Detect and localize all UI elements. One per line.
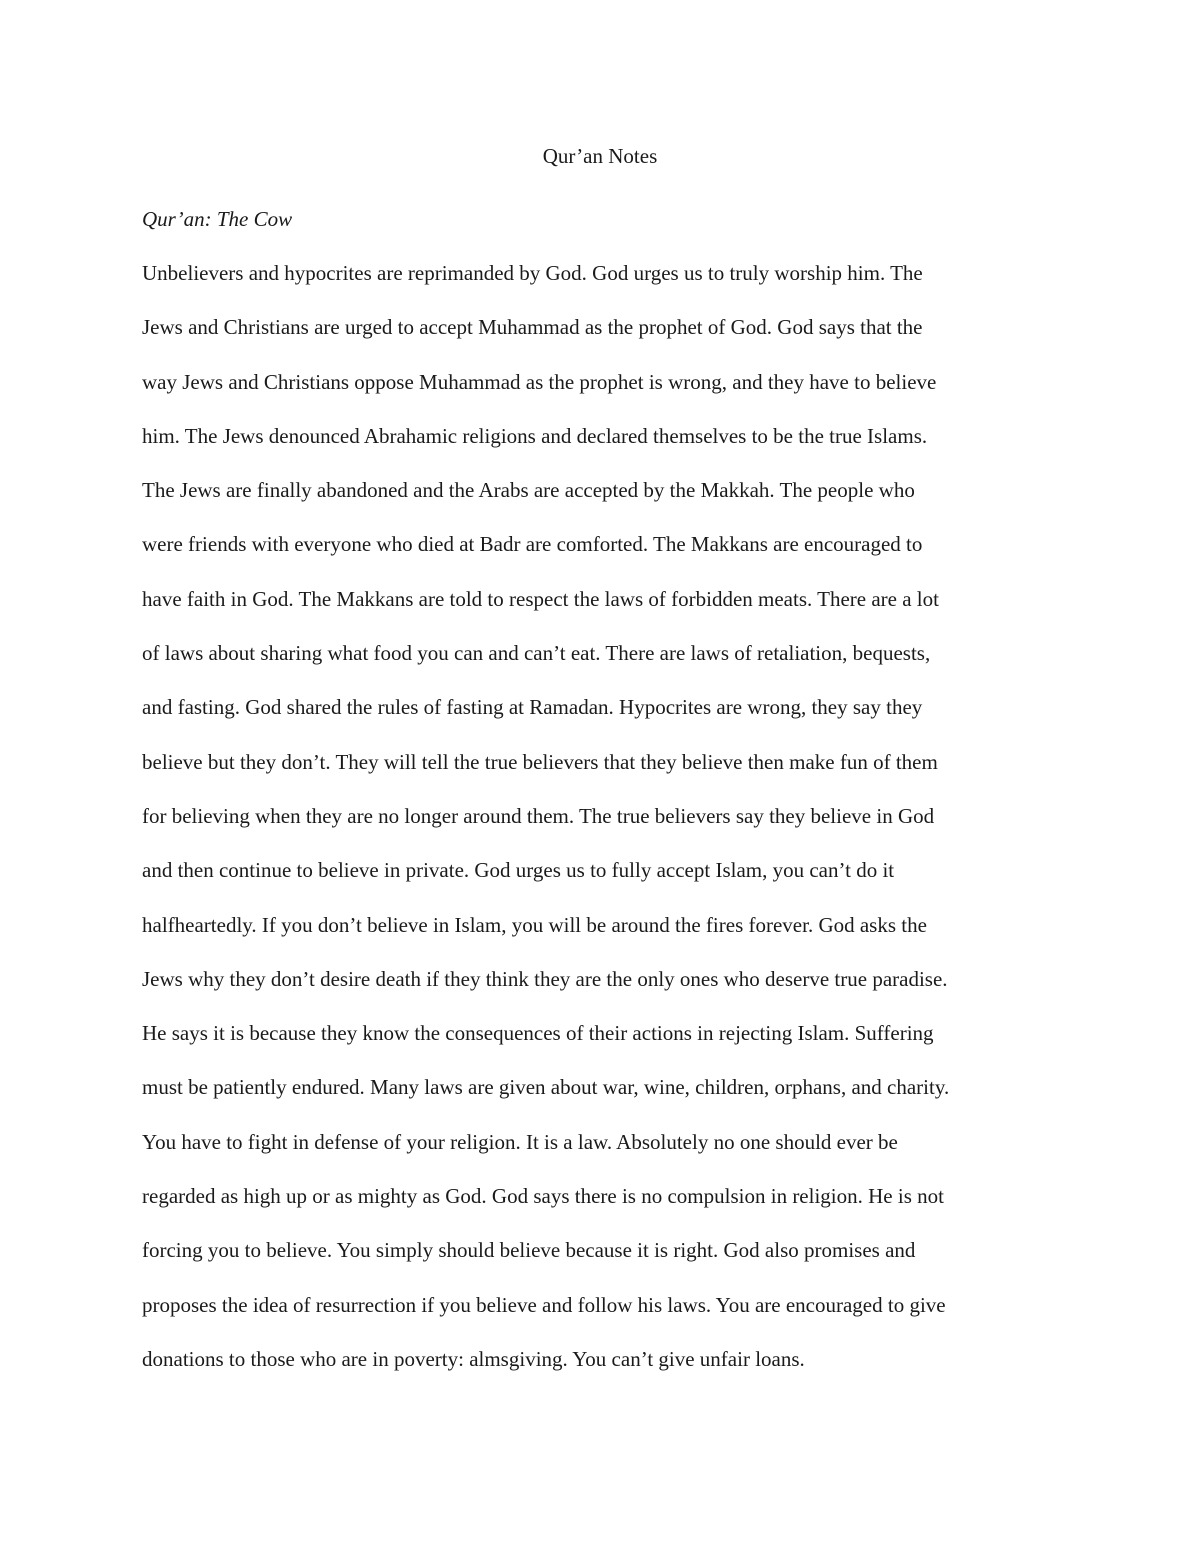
- body-line: way Jews and Christians oppose Muhammad as the prophet is wrong, and they have to believe: [142, 369, 937, 394]
- section-heading: Qur’an: The Cow: [142, 207, 293, 231]
- body-line: The Jews are finally abandoned and the Arabs are accepted by the Makkah. The people who: [142, 478, 915, 503]
- body-line: donations to those who are in poverty: almsgiving. You can’t give unfair loans.: [142, 1346, 805, 1371]
- body-line: of laws about sharing what food you can and can’t eat. There are laws of retaliation, bequests,: [142, 641, 931, 666]
- body-line: him. The Jews denounced Abrahamic religions and declared themselves to be the true Islams.: [142, 423, 928, 448]
- body-line: believe but they don’t. They will tell the true believers that they believe then make fun of them: [142, 749, 938, 774]
- body-line: proposes the idea of resurrection if you believe and follow his laws. You are encouraged to give: [142, 1292, 946, 1317]
- body-line: for believing when they are no longer around them. The true believers say they believe in God: [142, 803, 935, 828]
- body-line: regarded as high up or as mighty as God. God says there is no compulsion in religion. He is not: [142, 1184, 944, 1209]
- body-paragraph: [142, 259, 1062, 1399]
- body-line: halfheartedly. If you don’t believe in Islam, you will be around the fires forever. God asks the: [142, 912, 927, 937]
- body-line: You have to fight in defense of your religion. It is a law. Absolutely no one should ever be: [142, 1129, 898, 1154]
- body-line: have faith in God. The Makkans are told to respect the laws of forbidden meats. There are a lot: [142, 586, 939, 611]
- body-line: Unbelievers and hypocrites are reprimanded by God. God urges us to truly worship him. The: [142, 261, 923, 285]
- body-line: and fasting. God shared the rules of fasting at Ramadan. Hypocrites are wrong, they say they: [142, 695, 923, 720]
- body-line: were friends with everyone who died at Badr are comforted. The Makkans are encouraged to: [142, 532, 923, 557]
- body-line: Jews and Christians are urged to accept Muhammad as the prophet of God. God says that the: [142, 315, 923, 340]
- body-line: forcing you to believe. You simply should believe because it is right. God also promises and: [142, 1238, 916, 1263]
- body-line: He says it is because they know the consequences of their actions in rejecting Islam. Suffering: [142, 1021, 934, 1046]
- body-line: Jews why they don’t desire death if they think they are the only ones who deserve true paradise.: [142, 966, 948, 991]
- body-line: must be patiently endured. Many laws are given about war, wine, children, orphans, and charity.: [142, 1075, 950, 1100]
- body-line: and then continue to believe in private. God urges us to fully accept Islam, you can’t do it: [142, 858, 895, 883]
- document-title: Qur’an Notes: [542, 144, 658, 168]
